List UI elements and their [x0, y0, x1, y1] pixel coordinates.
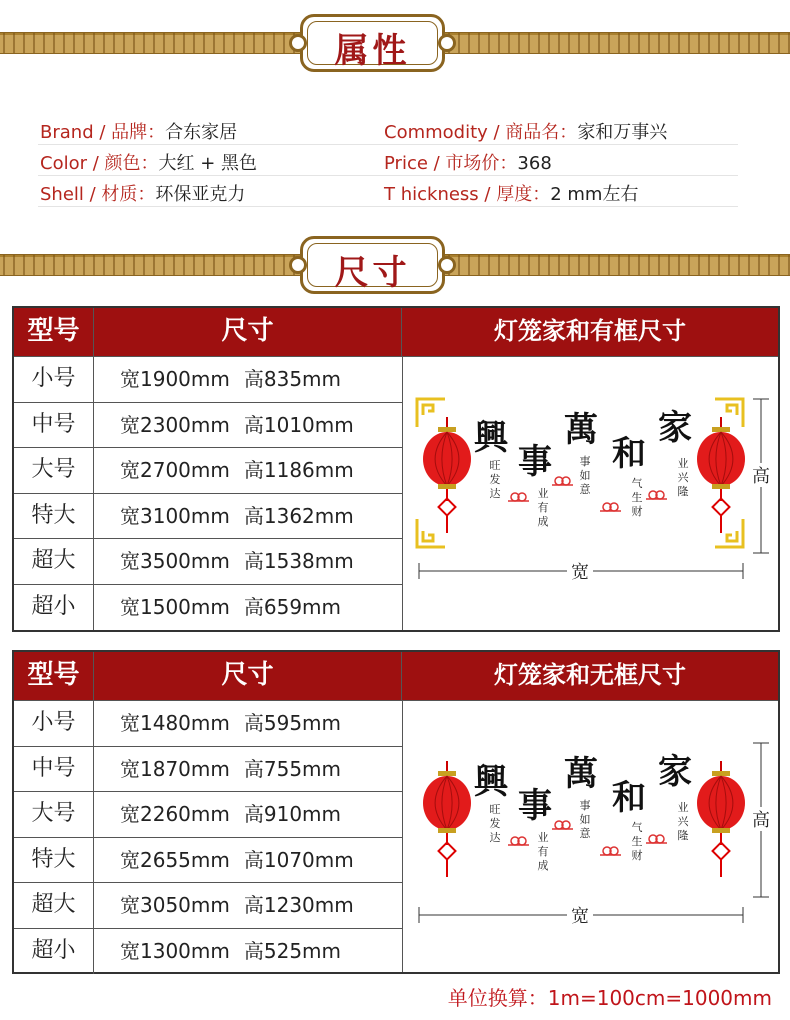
- height-value: 高910mm: [243, 802, 342, 827]
- table-row: [14, 928, 402, 974]
- header-size: 尺寸: [94, 308, 402, 356]
- gold-meander-border: [445, 254, 790, 276]
- height-value: 高755mm: [243, 756, 342, 781]
- blessing-text: 业: [537, 831, 549, 844]
- cloud-motif-icon: [552, 821, 573, 829]
- blessing-text: 生: [631, 835, 643, 848]
- model-cell: 超小: [14, 585, 94, 630]
- frame-corner-ornament-icon: [715, 519, 743, 547]
- blessing-text: 气: [631, 477, 643, 490]
- calligraphy-character: 和: [612, 778, 646, 818]
- blessing-text: 气: [631, 821, 643, 834]
- blessing-text: 旺: [489, 803, 501, 816]
- attr-key: Shell / 材质：: [40, 184, 156, 205]
- frame-corner-ornament-icon: [715, 399, 743, 427]
- attribute-row: [38, 176, 738, 207]
- table-row: [14, 584, 402, 630]
- cloud-motif-icon: [552, 477, 573, 485]
- size-title-plate: [300, 236, 445, 294]
- model-cell: 小号: [14, 701, 94, 746]
- blessing-text: 兴: [677, 815, 689, 828]
- table-header: [14, 652, 778, 700]
- dimension-cell: [120, 403, 354, 447]
- blessing-text: 发: [489, 473, 501, 486]
- model-cell: 超大: [14, 883, 94, 928]
- attr-key: Price / 市场价：: [384, 153, 518, 174]
- blessing-text: 达: [489, 487, 501, 500]
- unit-conversion-note: 单位换算：1m=100cm=1000mm: [447, 986, 772, 1010]
- attribute-row: [38, 114, 738, 145]
- header-size: 尺寸: [94, 652, 402, 700]
- model-cell: 超大: [14, 539, 94, 584]
- table-row: [14, 700, 402, 746]
- blessing-text: 如: [579, 469, 591, 482]
- header-diagram: 灯笼家和无框尺寸: [494, 660, 686, 689]
- model-cell: 特大: [14, 838, 94, 883]
- height-value: 高1186mm: [243, 458, 354, 483]
- attributes-banner: [0, 6, 790, 80]
- blessing-text: 兴: [677, 471, 689, 484]
- blessing-text: 事: [579, 455, 591, 468]
- framed-size-table: [12, 306, 780, 632]
- height-value: 高1538mm: [243, 549, 354, 574]
- header-model: 型号: [14, 308, 94, 356]
- height-value: 高835mm: [243, 367, 342, 391]
- dimension-cell: [120, 883, 354, 927]
- table-row: [14, 837, 402, 883]
- dimension-cell: [120, 929, 341, 973]
- dimension-cell: [120, 701, 341, 745]
- table-row: [14, 402, 402, 448]
- blessing-text: 意: [579, 483, 591, 496]
- blessing-text: 意: [579, 827, 591, 840]
- width-value: 宽2655mm: [120, 847, 230, 872]
- model-cell: 大号: [14, 448, 94, 493]
- gold-meander-border: [0, 32, 300, 54]
- dimension-cell: [120, 585, 341, 629]
- model-cell: 大号: [14, 792, 94, 837]
- width-value: 宽3100mm: [120, 503, 230, 528]
- calligraphy-character: 興: [474, 418, 508, 458]
- attr-value: 家和万事兴: [577, 122, 668, 143]
- calligraphy-character: 家: [658, 408, 692, 448]
- wall-sticker-diagram: [403, 701, 779, 973]
- dimension-cell: [120, 448, 354, 492]
- lantern-icon: [697, 417, 745, 533]
- calligraphy-character: 和: [612, 434, 646, 474]
- height-value: 高595mm: [243, 711, 342, 735]
- header-diagram: 灯笼家和有框尺寸: [494, 316, 686, 345]
- dimension-cell: [120, 494, 354, 538]
- blessing-text: 生: [631, 491, 643, 504]
- attr-key: T hickness / 厚度：: [384, 184, 551, 205]
- width-value: 宽1300mm: [120, 938, 230, 963]
- calligraphy-character: 萬: [564, 410, 598, 450]
- table-row: [14, 447, 402, 493]
- table-row: [14, 882, 402, 928]
- attr-key: Commodity / 商品名：: [384, 122, 578, 143]
- attr-value: 368: [517, 153, 552, 174]
- dimension-cell: [120, 838, 354, 882]
- calligraphy-character: 興: [474, 762, 508, 802]
- dimension-cell: [120, 747, 341, 791]
- calligraphy-character: 事: [518, 786, 552, 826]
- lantern-icon: [697, 761, 745, 877]
- model-cell: 中号: [14, 403, 94, 448]
- attr-value: 2 mm左右: [550, 184, 639, 205]
- width-value: 宽3500mm: [120, 549, 230, 574]
- table-row: [14, 356, 402, 402]
- model-cell: 中号: [14, 747, 94, 792]
- blessing-text: 发: [489, 817, 501, 830]
- gold-meander-border: [445, 32, 790, 54]
- blessing-text: 旺: [489, 459, 501, 472]
- calligraphy-character: 萬: [564, 754, 598, 794]
- attributes-title-plate: [300, 14, 445, 72]
- header-model: 型号: [14, 652, 94, 700]
- blessing-text: 成: [537, 859, 549, 872]
- table-row: [14, 791, 402, 837]
- width-value: 宽1900mm: [120, 367, 230, 391]
- width-label: 宽: [571, 562, 589, 583]
- cloud-motif-icon: [508, 837, 529, 845]
- width-value: 宽1480mm: [120, 711, 230, 735]
- frameless-diagram: [402, 700, 778, 972]
- height-value: 高1070mm: [243, 847, 354, 872]
- blessing-text: 事: [579, 799, 591, 812]
- table-header: [14, 308, 778, 356]
- attr-key: Brand / 品牌：: [40, 122, 166, 143]
- model-cell: 特大: [14, 494, 94, 539]
- size-banner: [0, 228, 790, 302]
- height-value: 高659mm: [243, 594, 342, 619]
- model-cell: 小号: [14, 357, 94, 402]
- width-value: 宽2260mm: [120, 802, 230, 827]
- height-value: 高1230mm: [243, 893, 354, 918]
- blessing-text: 业: [677, 801, 689, 814]
- height-label: 高: [752, 466, 770, 487]
- height-value: 高525mm: [243, 938, 342, 963]
- model-cell: 超小: [14, 929, 94, 974]
- width-value: 宽3050mm: [120, 893, 230, 918]
- section-title: 属性: [334, 31, 411, 71]
- attributes-list: [38, 114, 738, 207]
- dimension-cell: [120, 357, 341, 401]
- width-value: 宽1500mm: [120, 594, 230, 619]
- cloud-motif-icon: [646, 835, 667, 843]
- height-value: 高1010mm: [243, 412, 354, 437]
- blessing-text: 业: [677, 457, 689, 470]
- framed-diagram: [402, 356, 778, 630]
- width-value: 宽2300mm: [120, 412, 230, 437]
- width-value: 宽2700mm: [120, 458, 230, 483]
- blessing-text: 隆: [677, 485, 689, 498]
- attr-value: 大红 + 黑色: [158, 153, 258, 174]
- frameless-size-table: [12, 650, 780, 974]
- table-row: [14, 493, 402, 539]
- width-label: 宽: [571, 906, 589, 927]
- width-value: 宽1870mm: [120, 756, 230, 781]
- frame-corner-ornament-icon: [417, 399, 445, 427]
- blessing-text: 有: [537, 501, 549, 514]
- cloud-motif-icon: [646, 491, 667, 499]
- frame-corner-ornament-icon: [417, 519, 445, 547]
- attr-value: 合东家居: [165, 122, 238, 143]
- lantern-icon: [423, 417, 471, 533]
- dimension-cell: [120, 539, 354, 583]
- height-value: 高1362mm: [243, 503, 354, 528]
- dimension-cell: [120, 792, 341, 836]
- height-label: 高: [752, 810, 770, 831]
- cloud-motif-icon: [600, 503, 621, 511]
- blessing-text: 达: [489, 831, 501, 844]
- attr-key: Color / 颜色：: [40, 153, 159, 174]
- blessing-text: 财: [631, 505, 643, 518]
- cloud-motif-icon: [600, 847, 621, 855]
- table-row: [14, 538, 402, 584]
- cloud-motif-icon: [508, 493, 529, 501]
- blessing-text: 财: [631, 849, 643, 862]
- wall-sticker-diagram: [403, 357, 779, 631]
- attr-value: 环保亚克力: [155, 184, 246, 205]
- section-title: 尺寸: [334, 253, 411, 293]
- attribute-row: [38, 145, 738, 176]
- blessing-text: 业: [537, 487, 549, 500]
- calligraphy-character: 家: [658, 752, 692, 792]
- table-row: [14, 746, 402, 792]
- blessing-text: 成: [537, 515, 549, 528]
- blessing-text: 有: [537, 845, 549, 858]
- calligraphy-character: 事: [518, 442, 552, 482]
- blessing-text: 如: [579, 813, 591, 826]
- blessing-text: 隆: [677, 829, 689, 842]
- lantern-icon: [423, 761, 471, 877]
- gold-meander-border: [0, 254, 300, 276]
